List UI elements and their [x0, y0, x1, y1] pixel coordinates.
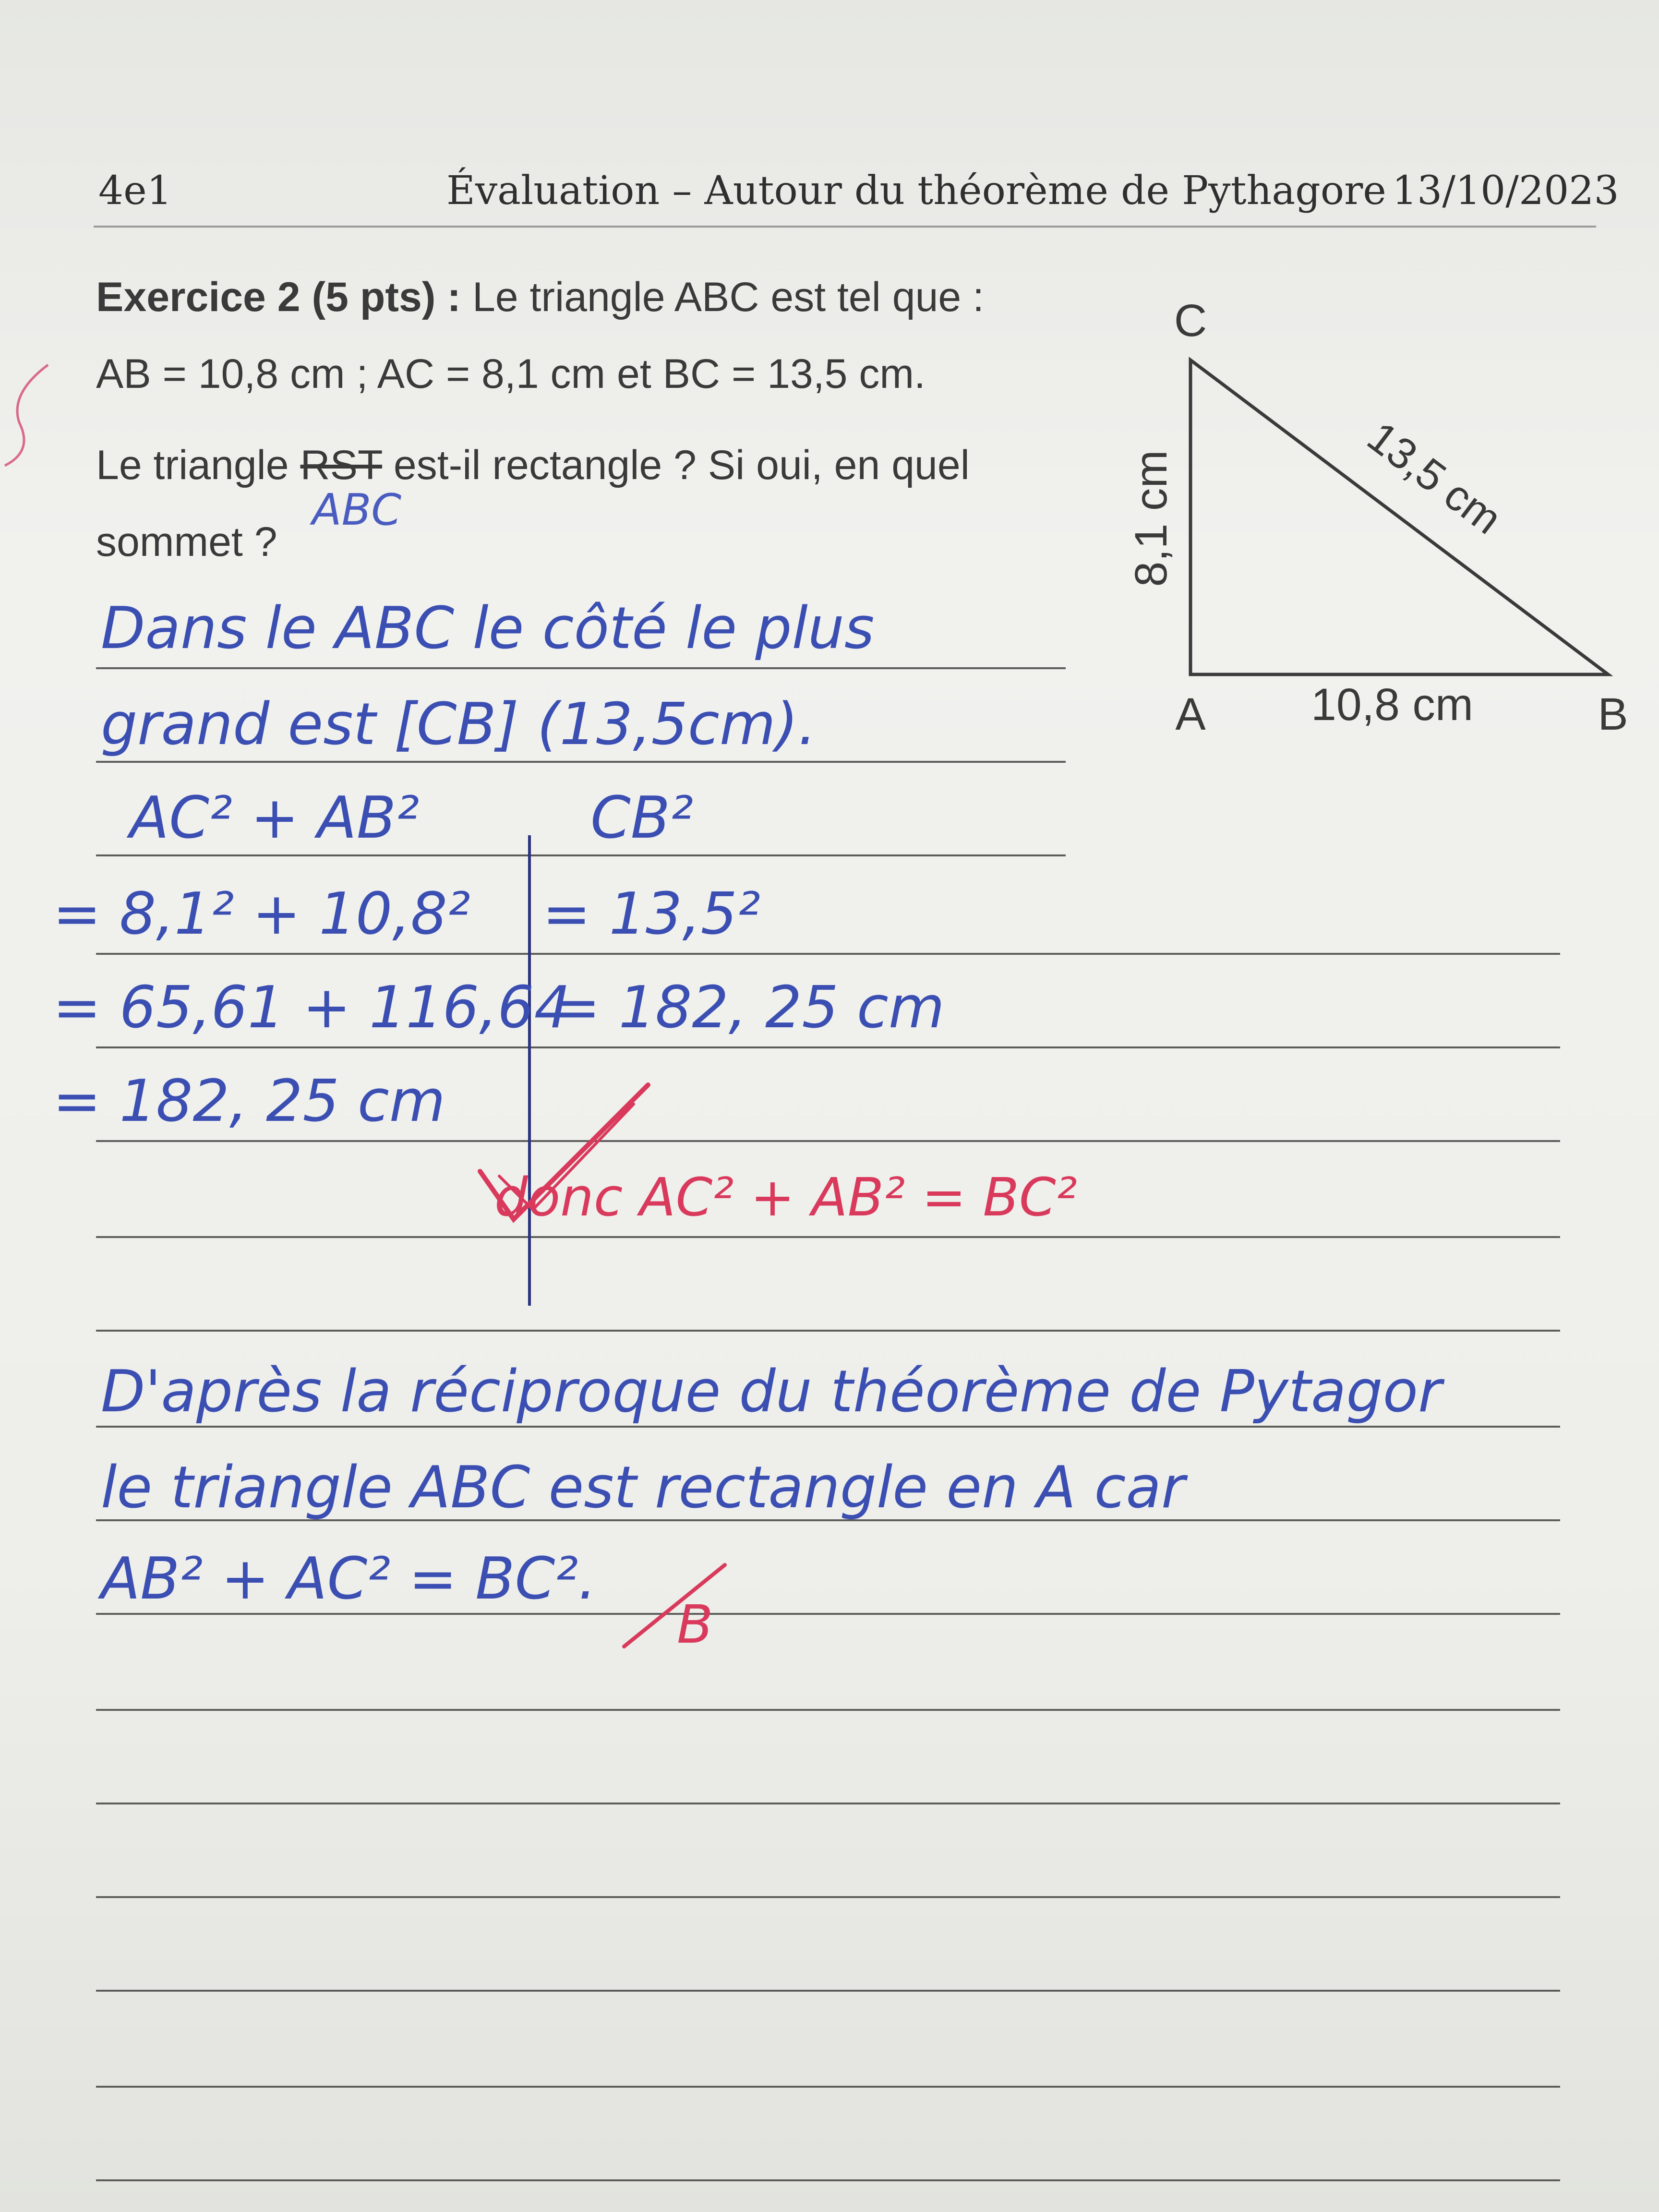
vertex-b-label: B — [1598, 689, 1628, 740]
question-after: est-il rectangle ? Si oui, en quel — [393, 442, 970, 488]
guide-line — [96, 1426, 1560, 1428]
exercise-lengths: AB = 10,8 cm ; AC = 8,1 cm et BC = 13,5 cm. — [96, 351, 926, 397]
guide-line — [96, 1896, 1560, 1898]
guide-line — [96, 1330, 1560, 1332]
grade-letter: B — [677, 1594, 713, 1655]
class-label: 4e1 — [98, 168, 172, 214]
right-column-head: CB² — [590, 785, 694, 852]
guide-line — [96, 953, 1560, 955]
guide-line — [96, 1140, 1560, 1142]
question-line2: sommet ? — [96, 519, 277, 565]
side-ab-label: 10,8 cm — [1311, 679, 1473, 730]
guide-line — [96, 854, 1066, 856]
triangle-shape — [1190, 360, 1608, 674]
left-step-2: = 65,61 + 116,64 — [53, 974, 571, 1041]
guide-line — [96, 2179, 1560, 2181]
guide-line — [96, 1803, 1560, 1804]
vertex-a-label: A — [1175, 689, 1206, 740]
left-column-head: AC² + AB² — [130, 785, 420, 852]
conclusion-line1: D'après la réciproque du théorème de Pytagor — [101, 1358, 1442, 1425]
guide-line — [96, 1613, 1560, 1615]
conclusion-line3: AB² + AC² = BC². — [101, 1546, 597, 1612]
guide-line — [96, 1990, 1560, 1992]
guide-line — [96, 1046, 1560, 1048]
right-step-1: = 13,5² — [542, 881, 760, 948]
answer-line1: Dans le ABC le côté le plus — [101, 595, 875, 662]
conclusion-line2: le triangle ABC est rectangle en A car — [101, 1455, 1185, 1521]
guide-line — [96, 1236, 1560, 1238]
question-before: Le triangle — [96, 442, 289, 488]
side-ac-label: 8,1 cm — [1126, 450, 1177, 587]
right-step-2: = 182, 25 cm — [552, 974, 945, 1041]
guide-line — [96, 667, 1066, 669]
exercise-heading: Exercice 2 (5 pts) : — [96, 274, 461, 320]
left-step-3: = 182, 25 cm — [53, 1068, 445, 1135]
guide-line — [96, 761, 1066, 763]
exercise-question — [96, 442, 970, 489]
answer-line2: grand est [CB] (13,5cm). — [101, 691, 817, 758]
header-rule — [94, 226, 1596, 228]
teacher-remark: donc AC² + AB² = BC² — [494, 1166, 1077, 1228]
margin-mark-icon — [0, 355, 58, 470]
guide-line — [96, 1709, 1560, 1711]
corrected-triangle-name: ABC — [312, 485, 402, 535]
side-bc-label: 13,5 cm — [1358, 412, 1510, 544]
page-title: Évaluation – Autour du théorème de Pythagore — [446, 168, 1386, 214]
exam-date: 13/10/2023 — [1392, 168, 1619, 214]
triangle-figure — [1104, 288, 1656, 768]
exercise-line1: Le triangle ABC est tel que : — [472, 274, 985, 320]
left-step-1: = 8,1² + 10,8² — [53, 881, 470, 948]
exercise-statement-line1 — [96, 274, 984, 321]
question-struck-name: RST — [300, 442, 382, 488]
guide-line — [96, 2086, 1560, 2088]
vertex-c-label: C — [1174, 295, 1207, 346]
